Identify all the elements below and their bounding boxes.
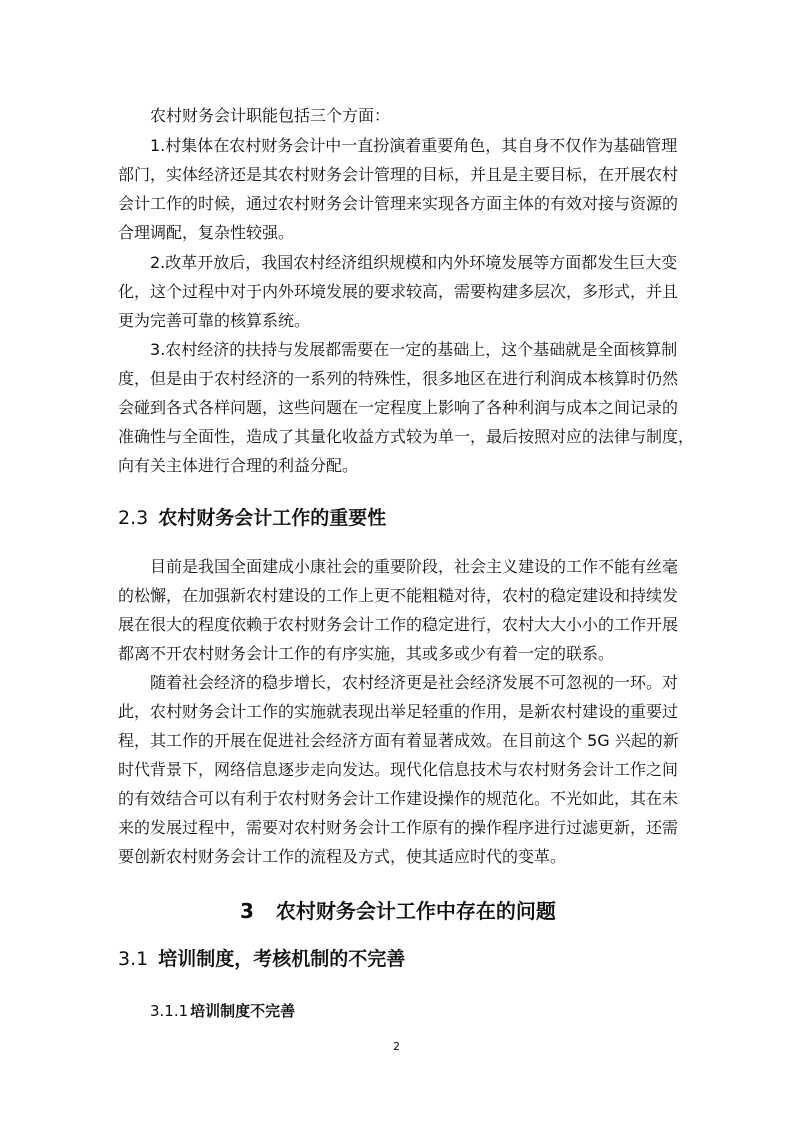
paragraph-line: 部门，实体经济还是其农村财务会计管理的目标，并且是主要目标，在开展农村 [118,165,679,184]
paragraph-line: 要创新农村财务会计工作的流程及方式，使其适应时代的变革。 [118,847,567,866]
chapter-heading-3 [240,897,556,925]
paragraph-line: 的有效结合可以有利于农村财务会计工作建设操作的规范化。不光如此，其在未 [118,789,679,808]
paragraph-line: 农村财务会计职能包括三个方面： [150,106,391,125]
section-title: 培训制度，考核机制的不完善 [158,948,406,970]
paragraph-line: 时代背景下，网络信息逐步走向发达。现代化信息技术与农村财务会计工作之间 [118,760,679,779]
chapter-title: 农村财务会计工作中存在的问题 [275,899,556,923]
section-heading-3-1 [118,946,405,972]
paragraph-line: 1.村集体在农村财务会计中一直扮演着重要角色，其自身不仅作为基础管理 [150,136,678,155]
paragraph-line: 随着社会经济的稳步增长，农村经济更是社会经济发展不可忽视的一环。对 [150,673,679,692]
paragraph-line: 会碰到各式各样问题，这些问题在一定程度上影响了各种利润与成本之间记录的 [118,398,679,417]
subsection-number: 3.1.1 [150,1002,189,1020]
paragraph-line: 程，其工作的开展在促进社会经济方面有着显著成效。在目前这个 5G 兴起的新 [118,731,679,750]
paragraph-line: 向有关主体进行合理的利益分配。 [118,456,359,475]
section-heading-2-3 [118,505,386,531]
paragraph-line: 展在很大的程度依赖于农村财务会计工作的稳定进行，农村大大小小的工作开展 [118,615,679,634]
chapter-number: 3 [240,899,254,923]
paragraph-line: 的松懈，在加强新农村建设的工作上更不能粗糙对待，农村的稳定建设和持续发 [118,586,679,605]
section-title: 农村财务会计工作的重要性 [158,507,387,529]
paragraph-line: 3.农村经济的扶持与发展都需要在一定的基础上，这个基础就是全面核算制 [150,340,678,359]
paragraph-line: 合理调配，复杂性较强。 [118,223,295,242]
paragraph-line: 会计工作的时候，通过农村财务会计管理来实现各方面主体的有效对接与资源的 [118,194,679,213]
paragraph-line: 更为完善可靠的核算系统。 [118,311,311,330]
subsection-heading-3-1-1 [150,1000,295,1022]
section-number: 3.1 [118,948,149,970]
paragraph-line: 目前是我国全面建成小康社会的重要阶段，社会主义建设的工作不能有丝毫 [150,557,679,576]
page-number: 2 [393,1040,400,1053]
paragraph-line: 度，但是由于农村经济的一系列的特殊性，很多地区在进行利润成本核算时仍然 [118,369,679,388]
paragraph-line: 2.改革开放后，我国农村经济组织规模和内外环境发展等方面都发生巨大变 [150,253,678,272]
paragraph-line: 来的发展过程中，需要对农村财务会计工作原有的操作程序进行过滤更新，还需 [118,818,679,837]
paragraph-line: 准确性与全面性，造成了其量化收益方式较为单一，最后按照对应的法律与制度， [118,427,695,446]
paragraph-line: 此，农村财务会计工作的实施就表现出举足轻重的作用，是新农村建设的重要过 [118,702,679,721]
section-number: 2.3 [118,507,149,529]
paragraph-line: 化，这个过程中对于内外环境发展的要求较高，需要构建多层次，多形式，并且 [118,282,679,301]
paragraph-line: 都离不开农村财务会计工作的有序实施，其或多或少有着一定的联系。 [118,644,615,663]
subsection-title: 培训制度不完善 [190,1002,296,1020]
